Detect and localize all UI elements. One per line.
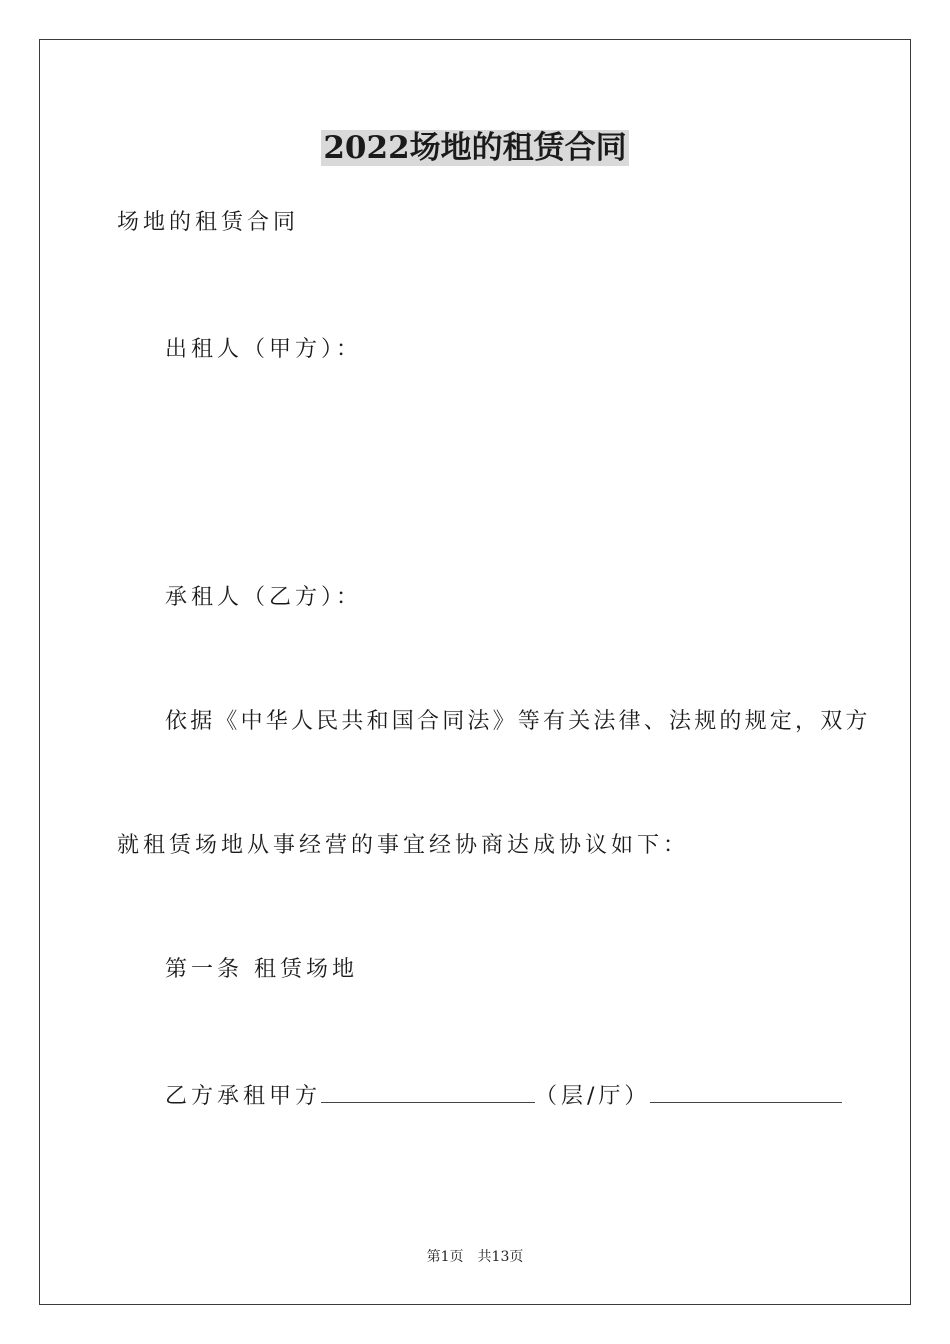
document-title <box>0 126 950 170</box>
article-1-text-a: 乙方承租甲方 <box>165 1084 322 1109</box>
page-total: 共13页 <box>477 1249 524 1265</box>
article-1-text-b: （层/厅） <box>535 1084 651 1109</box>
article-1-text <box>165 1080 842 1112</box>
article-1-heading: 第一条 租赁场地 <box>165 957 358 982</box>
page-footer <box>0 1247 950 1267</box>
preamble-line-1: 依据《中华人民共和国合同法》等有关法律、法规的规定，双方 <box>165 709 871 734</box>
lessor-label: 出租人（甲方）： <box>165 337 363 362</box>
page-current: 第1页 <box>426 1249 464 1265</box>
document-subtitle: 场地的租赁合同 <box>117 210 300 235</box>
fill-in-blank-floor <box>650 1080 842 1103</box>
preamble-line-2: 就租赁场地从事经营的事宜经协商达成协议如下： <box>117 833 690 858</box>
document-title-text: 2022场地的租赁合同 <box>323 130 627 166</box>
fill-in-blank-location <box>321 1080 535 1103</box>
lessee-label: 承租人（乙方）： <box>165 585 363 610</box>
